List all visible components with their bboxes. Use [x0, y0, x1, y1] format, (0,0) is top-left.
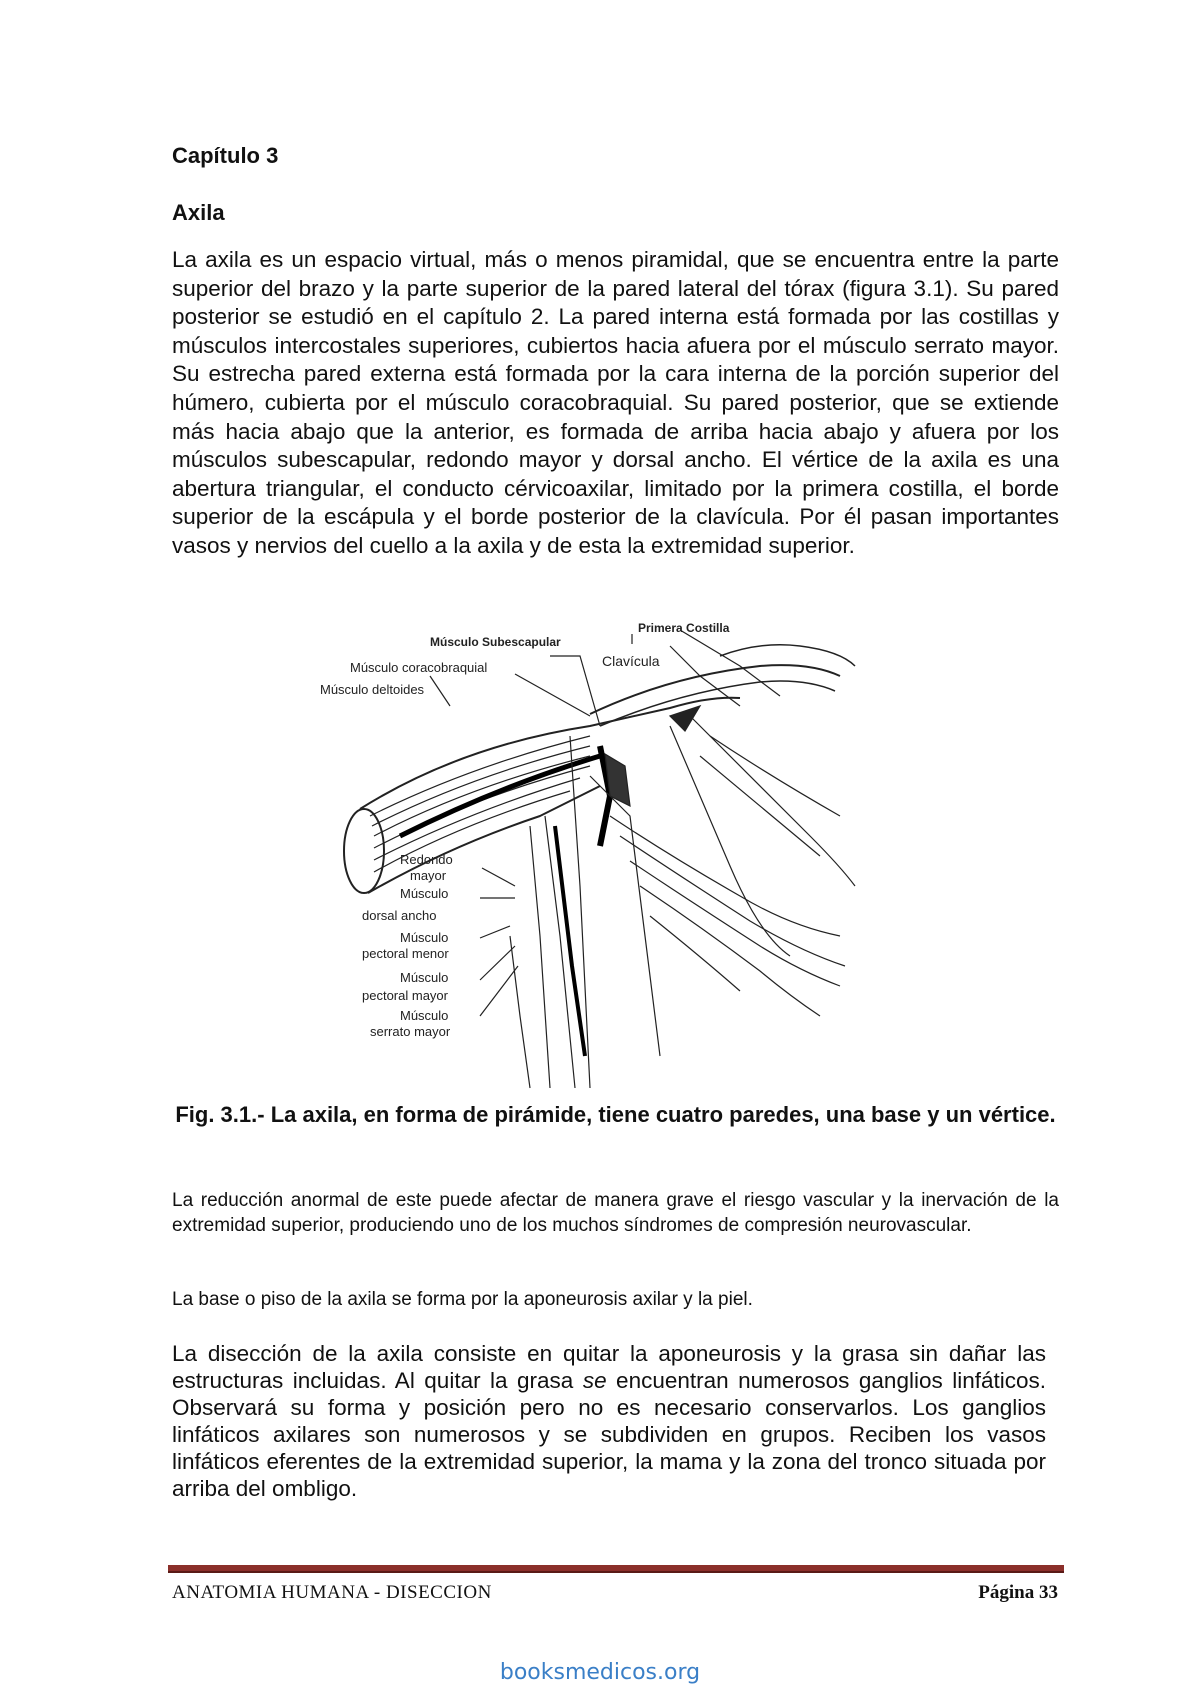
label-pect-mayor-2: pectoral mayor: [362, 988, 448, 1003]
label-deltoides: Músculo deltoides: [320, 682, 425, 697]
label-redondo-2: mayor: [410, 868, 447, 883]
watermark-link[interactable]: booksmedicos.org: [499, 1660, 701, 1685]
axilla-illustration: [320, 621, 860, 1088]
label-pect-menor-1: Músculo: [400, 930, 449, 945]
axilla-figure: [320, 621, 860, 1088]
label-clavicula: Clavícula: [602, 653, 660, 669]
chapter-heading: Capítulo 3: [172, 143, 279, 168]
label-pect-menor-2: pectoral menor: [362, 946, 449, 961]
label-subescapular: Músculo Subescapular: [430, 635, 561, 649]
paragraph-dissection-part1: La disección de la axila consiste en quitar la aponeurosis y la grasa sin dañar las estructuras incluidas. Al quitar la grasa: [172, 1341, 1046, 1393]
paragraph-reduction: La reducción anormal de este puede afectar de manera grave el riesgo vascular y la inervación de la extremidad superior, produciendo uno de los muchos síndromes de compresión neurovascular.: [172, 1190, 1059, 1236]
intro-paragraph: La axila es un espacio virtual, más o menos piramidal, que se encuentra entre la parte superior del brazo y la parte superior de la pared lateral del tórax (figura 3.1). Su pared posterior se estudió en el capítulo 2. La pared interna está formada por las costillas y músculos intercostales superiores, cubiertos hacia afuera por el músculo serrato mayor. Su estrecha pared externa está formada por la cara interna de la porción superior del húmero, cubierta por el músculo coracobraquial. Su pared posterior, que se extiende más hacia abajo que la anterior, es formada de arriba hacia abajo y afuera por los músculos subescapular, redondo mayor y dorsal ancho. El vértice de la axila es una abertura triangular, el conducto cérvicoaxilar, limitado por la primera costilla, el borde superior de la escápula y el borde posterior de la clavícula. Por él pasan importantes vasos y nervios del cuello a la axila y de esta la extremidad superior.: [172, 247, 1059, 558]
footer-page-number: Página 33: [978, 1582, 1058, 1603]
figure-caption: Fig. 3.1.- La axila, en forma de pirámide, tiene cuatro paredes, una base y un vértice.: [175, 1102, 1056, 1127]
section-heading: Axila: [172, 200, 225, 225]
paragraph-dissection-italic: se: [582, 1368, 607, 1393]
paragraph-base: La base o piso de la axila se forma por la aponeurosis axilar y la piel.: [172, 1289, 753, 1310]
footer-rule: [168, 1565, 1064, 1573]
label-serrato-2: serrato mayor: [370, 1024, 451, 1039]
label-coracobraquial: Músculo coracobraquial: [350, 660, 488, 675]
paragraph-dissection-part2: encuentran numerosos ganglios linfáticos. Observará su forma y posición pero no es necesario conservarlos. Los ganglios linfáticos axilares son numerosos y se subdividen en grupos. Reciben los vasos linfáticos eferentes de la extremidad superior, la mama y la zona del tronco situada por arriba del ombligo.: [172, 1368, 1046, 1501]
label-dorsal-1: Músculo: [400, 886, 449, 901]
paragraph-dissection: [172, 1340, 1046, 1502]
label-primera-costilla: Primera Costilla: [638, 621, 730, 635]
label-serrato-1: Músculo: [400, 1008, 449, 1023]
label-pect-mayor-1: Músculo: [400, 970, 449, 985]
label-redondo-1: Redondo: [400, 852, 453, 867]
footer-book-title: ANATOMIA HUMANA - DISECCION: [172, 1582, 492, 1603]
label-dorsal-2: dorsal ancho: [362, 908, 437, 923]
